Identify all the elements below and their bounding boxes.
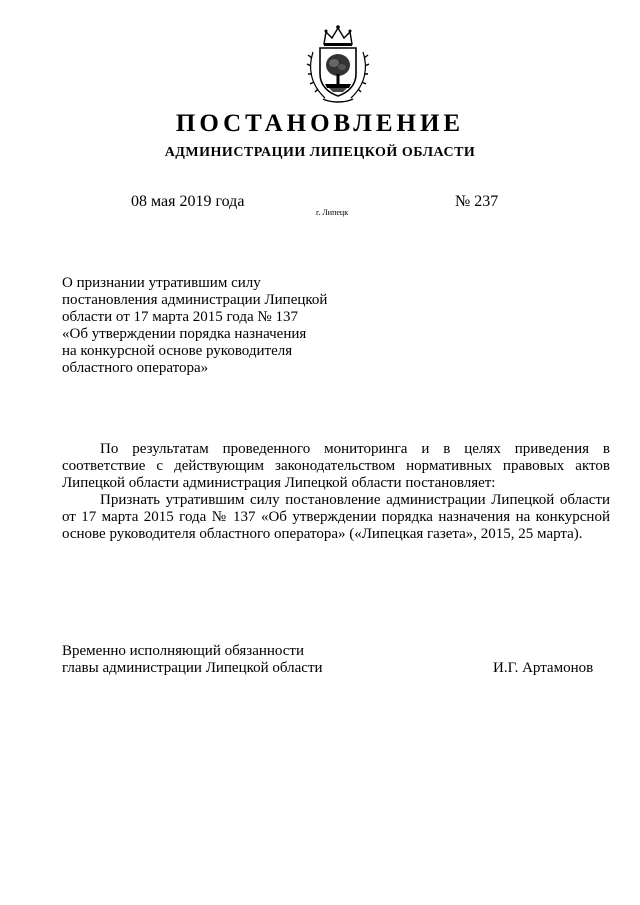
heading-line: на конкурсной основе руководителя (62, 343, 293, 359)
document-city: г. Липецк (316, 208, 349, 217)
document-heading (62, 275, 362, 377)
signatory-position-line-2: главы администрации Липецкой области (62, 660, 323, 676)
signatory-name: И.Г. Артамонов (493, 660, 594, 676)
heading-line: областного оператора» (62, 360, 209, 376)
document-body (62, 441, 610, 543)
resolution-paragraph: Признать утратившим силу постановление администрации Липецкой области от 17 марта 2015 года № 137 «Об утверждении порядка назначения на конкурсной основе руководителя областного оператора» («Липецкая газета», 2015, 25 марта). (62, 492, 610, 542)
signatory-position-line-1: Временно исполняющий обязанности (62, 643, 305, 659)
heading-line: «Об утверждении порядка назначения (62, 326, 307, 342)
heading-line: О признании утратившим силу (62, 275, 261, 291)
coat-of-arms-icon (305, 22, 371, 104)
preamble-paragraph: По результатам проведенного мониторинга и в целях приведения в соответствие с действующим законодательством нормативных правовых актов Липецкой области администрация Липецкой области постановляет: (62, 441, 610, 491)
issuing-authority: АДМИНИСТРАЦИИ ЛИПЕЦКОЙ ОБЛАСТИ (164, 145, 476, 160)
heading-line: постановления администрации Липецкой (62, 292, 328, 308)
heading-line: области от 17 марта 2015 года № 137 (62, 309, 298, 325)
document-date: 08 мая 2019 года (131, 193, 245, 210)
document-title: ПОСТАНОВЛЕНИЕ (175, 110, 465, 137)
document-number: № 237 (455, 193, 499, 210)
